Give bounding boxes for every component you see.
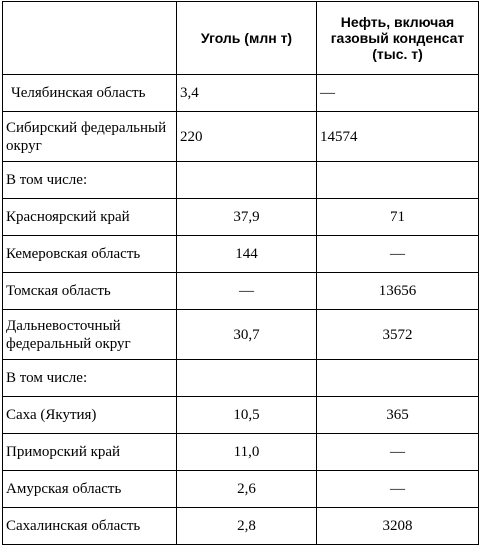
coal-value xyxy=(177,360,317,397)
oil-value: 3572 xyxy=(317,310,479,360)
coal-value: 37,9 xyxy=(177,199,317,236)
oil-value xyxy=(317,360,479,397)
table-row xyxy=(3,310,479,360)
region-name: Дальневосточный федеральный округ xyxy=(3,310,177,360)
table-row xyxy=(3,236,479,273)
region-name: Челябинская область xyxy=(3,75,177,112)
oil-value: 14574 xyxy=(317,112,479,162)
coal-value: — xyxy=(177,273,317,310)
region-name: Сахалинская область xyxy=(3,508,177,545)
table-row xyxy=(3,162,479,199)
table-row xyxy=(3,75,479,112)
oil-value xyxy=(317,162,479,199)
coal-value: 144 xyxy=(177,236,317,273)
region-name: Сибирский федеральный округ xyxy=(3,112,177,162)
oil-value: 3208 xyxy=(317,508,479,545)
coal-value: 30,7 xyxy=(177,310,317,360)
table-row xyxy=(3,471,479,508)
region-name: Приморский край xyxy=(3,434,177,471)
header-region xyxy=(3,2,177,75)
coal-value: 10,5 xyxy=(177,397,317,434)
region-name: Амурская область xyxy=(3,471,177,508)
table-row xyxy=(3,360,479,397)
header-coal: Уголь (млн т) xyxy=(177,2,317,75)
table-row xyxy=(3,273,479,310)
coal-value: 2,6 xyxy=(177,471,317,508)
oil-value: 13656 xyxy=(317,273,479,310)
coal-value: 3,4 xyxy=(177,75,317,112)
table-row xyxy=(3,112,479,162)
oil-value: 71 xyxy=(317,199,479,236)
region-name: В том числе: xyxy=(3,162,177,199)
coal-value: 220 xyxy=(177,112,317,162)
region-name: Красноярский край xyxy=(3,199,177,236)
oil-value: — xyxy=(317,434,479,471)
header-oil: Нефть, включая газовый конденсат (тыс. т) xyxy=(317,2,479,75)
table-row xyxy=(3,434,479,471)
table-row xyxy=(3,508,479,545)
table-row xyxy=(3,199,479,236)
oil-value: — xyxy=(317,236,479,273)
coal-value xyxy=(177,162,317,199)
region-name: Саха (Якутия) xyxy=(3,397,177,434)
oil-value: 365 xyxy=(317,397,479,434)
region-name: Томская область xyxy=(3,273,177,310)
region-name: В том числе: xyxy=(3,360,177,397)
oil-value: — xyxy=(317,471,479,508)
oil-value: — xyxy=(317,75,479,112)
header-row xyxy=(3,2,479,75)
coal-value: 2,8 xyxy=(177,508,317,545)
region-name: Кемеровская область xyxy=(3,236,177,273)
data-table xyxy=(2,1,479,545)
coal-value: 11,0 xyxy=(177,434,317,471)
table-row xyxy=(3,397,479,434)
